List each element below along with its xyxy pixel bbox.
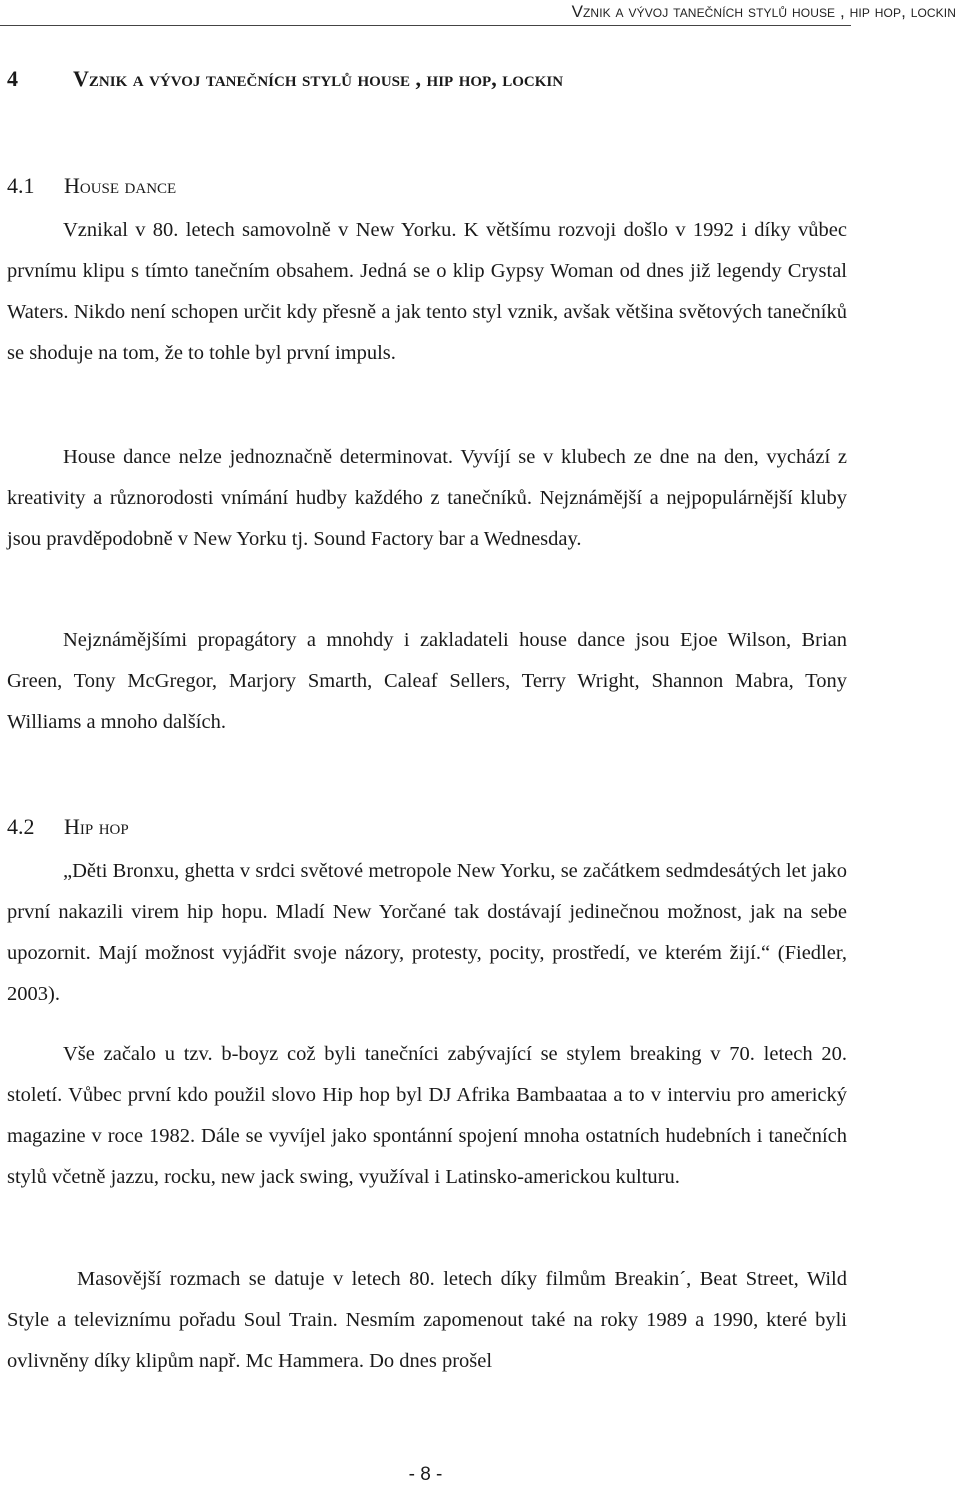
header-rule: [0, 25, 851, 26]
paragraph-house-propagators: Nejznámějšími propagátory a mnohdy i zakladateli house dance jsou Ejoe Wilson, Brian Green, Tony McGregor, Marjory Smarth, Caleaf Sellers, Terry Wright, Shannon Mabra, Tony Williams a mnoho dalších.: [7, 629, 847, 733]
section-number: 4.1: [7, 173, 35, 198]
running-header: Vznik a vývoj tanečních stylů house , hip hop, lockin: [571, 2, 956, 21]
page-number: - 8 -: [408, 1464, 443, 1485]
paragraph-house-clubs: House dance nelze jednoznačně determinovat. Vyvíjí se v klubech ze dne na den, vychází z kreativity a různorodosti vnímání hudby každého z tanečníků. Nejznámější a nejpopulárnější kluby jsou pravděpodobně v New Yorku tj. Sound Factory bar a Wednesday.: [7, 446, 847, 550]
chapter-title: Vznik a vývoj tanečních stylů house , hip hop, lockin: [73, 66, 564, 91]
section-heading-house-dance: [7, 173, 176, 199]
paragraph-hiphop-origins: Vše začalo u tzv. b-boyz což byli tanečníci zabývající se stylem breaking v 70. letech 20. století. Vůbec první kdo použil slovo Hip hop byl DJ Afrika Bambaataa a to v interviu pro americký magazine v roce 1982. Dále se vyvíjel jako spontánní spojení mnoha ostatních hudebních i tanečních stylů včetně jazzu, rocku, new jack swing, využíval i Latinsko-americkou kulturu.: [7, 1043, 847, 1188]
section-number: 4.2: [7, 814, 35, 839]
chapter-number: 4: [7, 66, 18, 91]
paragraph-hiphop-expansion: Masovější rozmach se datuje v letech 80. letech díky filmům Breakin´, Beat Street, Wild Style a televiznímu pořadu Soul Train. Nesmím zapomenout také na roky 1989 a 1990, které byli ovlivněny díky klipům např. Mc Hammera. Do dnes prošel: [7, 1268, 847, 1372]
section-title: House dance: [64, 173, 177, 198]
paragraph-hiphop-quote: „Děti Bronxu, ghetta v srdci světové metropole New Yorku, se začátkem sedmdesátých let jako první nakazili virem hip hopu. Mladí New Yorčané tak dostávají jedinečnou možnost, jak na sebe upozornit. Mají možnost vyjádřit svoje názory, protesty, pocity, prostředí, ve kterém žijí.“ (Fiedler, 2003).: [7, 860, 847, 1005]
section-title: Hip hop: [64, 814, 129, 839]
section-heading-hip-hop: [7, 814, 129, 840]
paragraph-house-origins: Vznikal v 80. letech samovolně v New Yorku. K většímu rozvoji došlo v 1992 i díky vůbec prvnímu klipu s tímto tanečním obsahem. Jedná se o klip Gypsy Woman od dnes již legendy Crystal Waters. Nikdo není schopen určit kdy přesně a jak tento styl vznik, avšak většina světových tanečníků se shoduje na tom, že to tohle byl první impuls.: [7, 219, 847, 364]
chapter-heading: [7, 66, 563, 92]
